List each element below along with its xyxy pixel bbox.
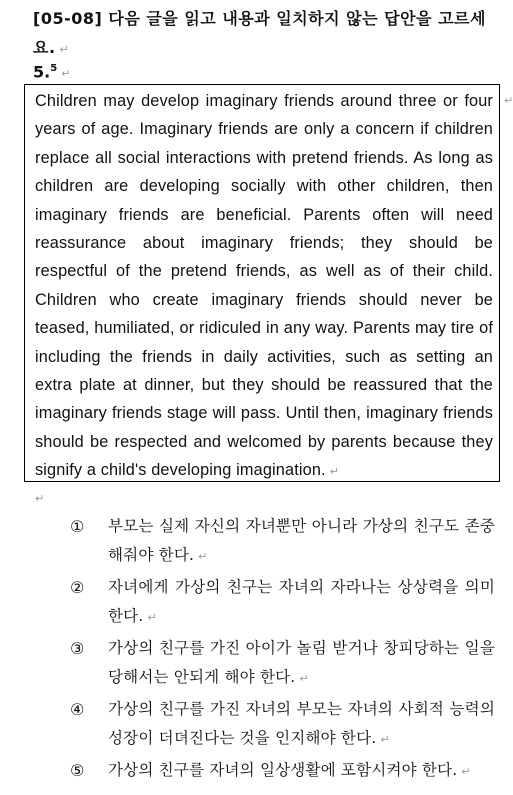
paragraph-mark: ↵ <box>59 43 70 56</box>
paragraph-mark: ↵ <box>299 672 309 685</box>
option-text: 가상의 친구를 가진 아이가 놀림 받거나 창피당하는 일을 당해서는 안되게 해야 한다. ↵ <box>108 639 495 686</box>
paragraph-mark: ↵ <box>35 492 45 505</box>
option-text: 가상의 친구를 자녀의 일상생활에 포함시켜야 한다. ↵ <box>108 761 471 779</box>
option-text: 부모는 실제 자신의 자녀뿐만 아니라 가상의 친구도 존중해줘야 한다. ↵ <box>108 517 495 564</box>
answer-option-3[interactable] <box>70 634 495 693</box>
option-text: 자녀에게 가상의 친구는 자녀의 자라나는 상상력을 의미한다. ↵ <box>108 578 495 625</box>
instruction-text: [05-08] 다음 글을 읽고 내용과 일치하지 않는 답안을 고르세요. <box>33 9 486 57</box>
footnote-marker: 5 <box>50 63 58 74</box>
option-number: ② <box>70 578 85 597</box>
question-number-text: 5. <box>33 62 51 82</box>
passage-text: Children may develop imaginary friends around three or four years of age. Imaginary friends are only a concern if children replace all social interactions with pretend friends. As long as children are developing socially with other children, then imaginary friends are beneficial. Parents often will need reassurance about imaginary friends; they should be respectful of the pretend friends, as well as of their child. Children who create imaginary friends should never be teased, humiliated, or ridiculed in any way. Parents may tire of including the friends in daily activities, such as setting an extra plate at dinner, but they should be reassured that the imaginary friends stage will pass. Until then, imaginary friends should be respected and welcomed by parents because they signify a child's developing imagination. <box>35 92 493 480</box>
answer-option-1[interactable] <box>70 512 495 571</box>
passage-box <box>24 84 500 482</box>
answer-option-2[interactable] <box>70 573 495 632</box>
option-text: 가상의 친구를 가진 자녀의 부모는 자녀의 사회적 능력의 성장이 더뎌진다는 것을 인지해야 한다. ↵ <box>108 700 495 747</box>
answer-option-5[interactable] <box>70 756 495 786</box>
question-number <box>33 57 70 86</box>
paragraph-mark: ↵ <box>380 733 390 746</box>
paragraph-mark: ↵ <box>504 94 513 107</box>
instruction-heading <box>33 4 488 64</box>
paragraph-mark: ↵ <box>329 466 340 479</box>
option-number: ③ <box>70 639 85 658</box>
answer-options <box>70 512 495 788</box>
paragraph-mark: ↵ <box>461 765 471 778</box>
option-number: ④ <box>70 700 85 719</box>
paragraph-mark: ↵ <box>147 611 157 624</box>
paragraph-mark: ↵ <box>198 550 208 563</box>
paragraph-mark: ↵ <box>61 67 71 81</box>
option-number: ⑤ <box>70 761 85 780</box>
answer-option-4[interactable] <box>70 695 495 754</box>
option-number: ① <box>70 517 85 536</box>
